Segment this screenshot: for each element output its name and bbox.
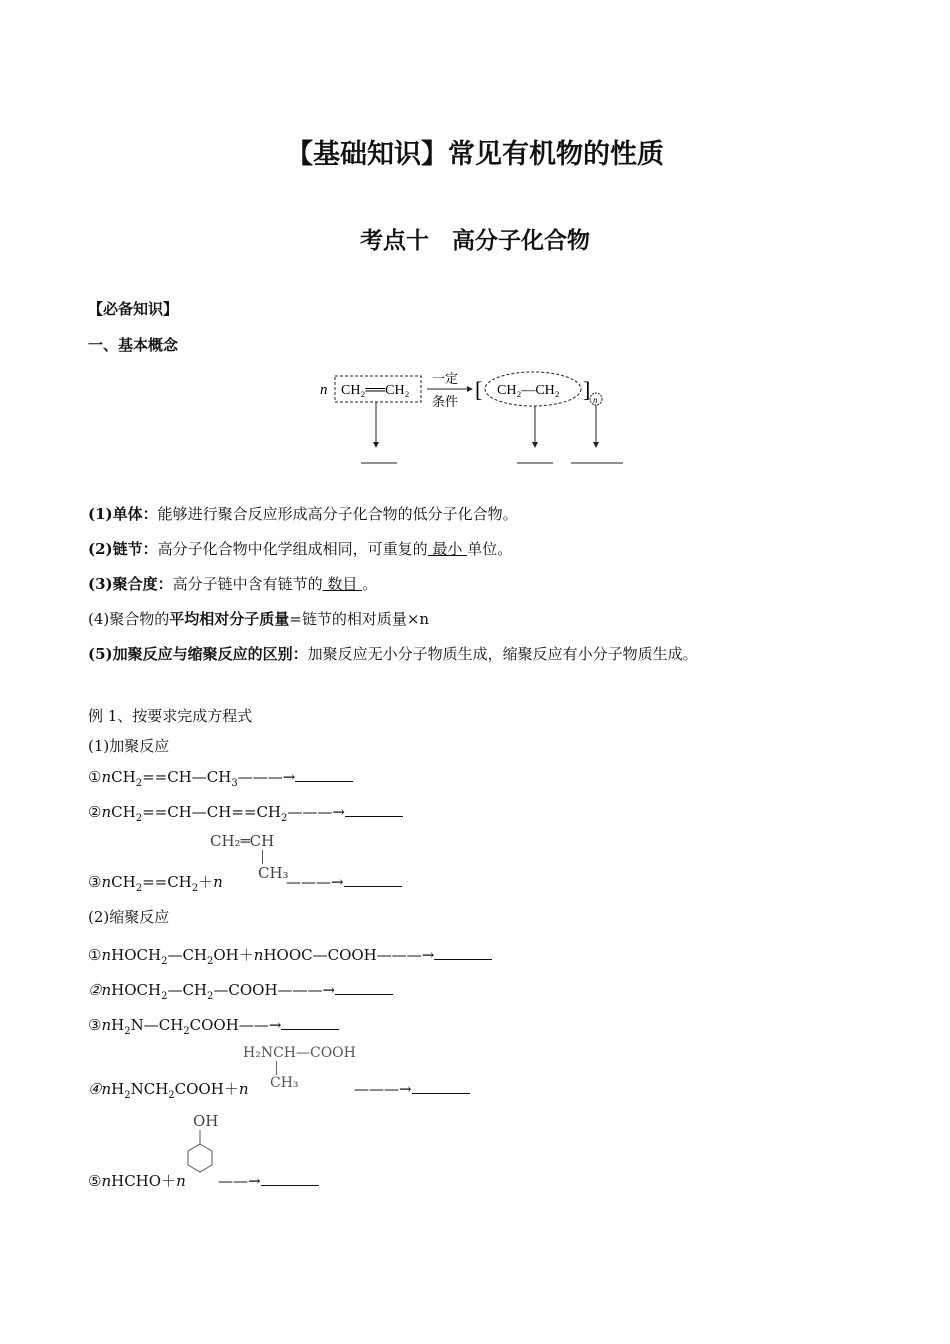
polymer-bracket-left: [ — [475, 377, 483, 402]
arrow: ———→ — [354, 1080, 412, 1098]
answer-blank — [335, 980, 393, 995]
answer-blank — [295, 767, 353, 782]
definition-average-mass — [88, 609, 429, 629]
monomer-pointer-head — [373, 442, 379, 448]
arrow: ———→ — [286, 873, 344, 891]
definition-text: (4)聚合物的 — [88, 610, 170, 628]
section-basic-concepts: 一、基本概念 — [88, 336, 179, 354]
arrow: ———→ — [237, 768, 296, 786]
polymer-bracket-right: ] — [583, 377, 591, 402]
structure-top: CH₂═CH — [210, 832, 275, 850]
benzene-ring-icon — [186, 1130, 214, 1186]
definition-label: (3)聚合度： — [88, 575, 173, 593]
definition-text: 能够进行聚合反应形成高分子化合物的低分子化合物。 — [157, 505, 518, 523]
definition-text: =链节的相对质量×n — [289, 610, 430, 628]
condition-bottom: 条件 — [432, 394, 459, 409]
page-title: 【基础知识】常见有机物的性质 — [286, 139, 664, 170]
answer-blank — [261, 1171, 319, 1186]
arrow: ———→ — [277, 981, 336, 999]
arrow: ———→ — [376, 946, 435, 964]
addition-eq-2: $②nCH_2==CH—CH==CH_2———\to$ — [88, 802, 403, 829]
degree-n: n — [593, 395, 598, 405]
definition-text: 加聚反应无小分子物质生成，缩聚反应有小分子物质生成。 — [307, 645, 698, 663]
condensation-eq-3: $③nH_2N—CH_2COOH——\to$ — [88, 1015, 339, 1042]
answer-blank — [344, 872, 402, 887]
page-subtitle: 考点十 高分子化合物 — [360, 228, 590, 254]
repeat-unit-formula: CH₂—CH₂ — [497, 383, 560, 398]
definition-label: (2)链节： — [88, 540, 158, 558]
condensation-eq-1: $①nHOCH_2—CH_2OH+nHOOC—COOH———\to$ — [88, 945, 492, 972]
addition-heading: (1)加聚反应 — [88, 737, 170, 755]
definition-label: (5)加聚反应与缩聚反应的区别： — [88, 645, 308, 663]
diagram-n: n — [320, 382, 328, 398]
section-required-knowledge: 【必备知识】 — [88, 300, 179, 318]
addition-eq-1: $①nCH_2==CH—CH_3———\to$ — [88, 767, 353, 794]
monomer-formula: CH₂══CH₂ — [341, 383, 410, 398]
structure-bottom: CH₃ — [258, 864, 289, 882]
definition-text: 高分子链中含有链节的 — [172, 575, 323, 593]
definition-degree-of-polymerization — [88, 574, 377, 594]
answer-blank — [345, 802, 403, 817]
definition-text: 高分子化合物中化学组成相同，可重复的 — [157, 540, 428, 558]
definition-text: 单位。 — [467, 540, 513, 558]
condensation-heading: (2)缩聚反应 — [88, 908, 170, 926]
answer-blank — [434, 945, 492, 960]
arrow: ———→ — [287, 803, 345, 821]
addition-eq-3: $③nCH_2==CH_2+n$ — [88, 873, 223, 894]
structure-phenol-oh: OH — [193, 1112, 219, 1130]
arrow: ——→ — [218, 1172, 261, 1190]
polymerization-diagram — [315, 364, 635, 474]
condensation-eq-4-tail — [354, 1079, 470, 1099]
definition-monomer — [88, 504, 518, 524]
definition-bold: 平均相对分子质量 — [169, 610, 290, 628]
answer-blank: 数目 — [322, 575, 363, 593]
definition-text: 。 — [362, 575, 378, 593]
structure-alanine — [243, 1045, 356, 1091]
structure-top: H₂NCH—COOH — [243, 1045, 356, 1061]
condensation-eq-2: $②nHOCH_2—CH_2—COOH———\to$ — [88, 980, 393, 1007]
answer-blank: 最小 — [427, 540, 468, 558]
example-heading: 例 1、按要求完成方程式 — [88, 707, 253, 725]
answer-blank — [412, 1079, 470, 1094]
addition-eq-3-tail — [286, 872, 402, 892]
condition-top: 一定 — [432, 371, 459, 386]
repeat-unit-pointer-head — [532, 442, 538, 448]
definition-reaction-difference — [88, 644, 698, 664]
answer-blank — [281, 1015, 339, 1030]
reaction-arrowhead — [467, 386, 473, 392]
structure-bond — [276, 1061, 277, 1075]
structure-bottom: CH₃ — [270, 1075, 299, 1091]
condensation-eq-5: ⑤nHCHO＋n — [88, 1172, 186, 1190]
definition-chain-unit — [88, 539, 512, 559]
degree-pointer-head — [593, 442, 599, 448]
arrow: ——→ — [238, 1016, 282, 1034]
condensation-eq-4: $④nH_2NCH_2COOH+n$ — [88, 1080, 249, 1101]
condensation-eq-5-tail — [218, 1171, 319, 1191]
structure-bond — [262, 850, 263, 864]
definition-label: (1)单体： — [88, 505, 158, 523]
